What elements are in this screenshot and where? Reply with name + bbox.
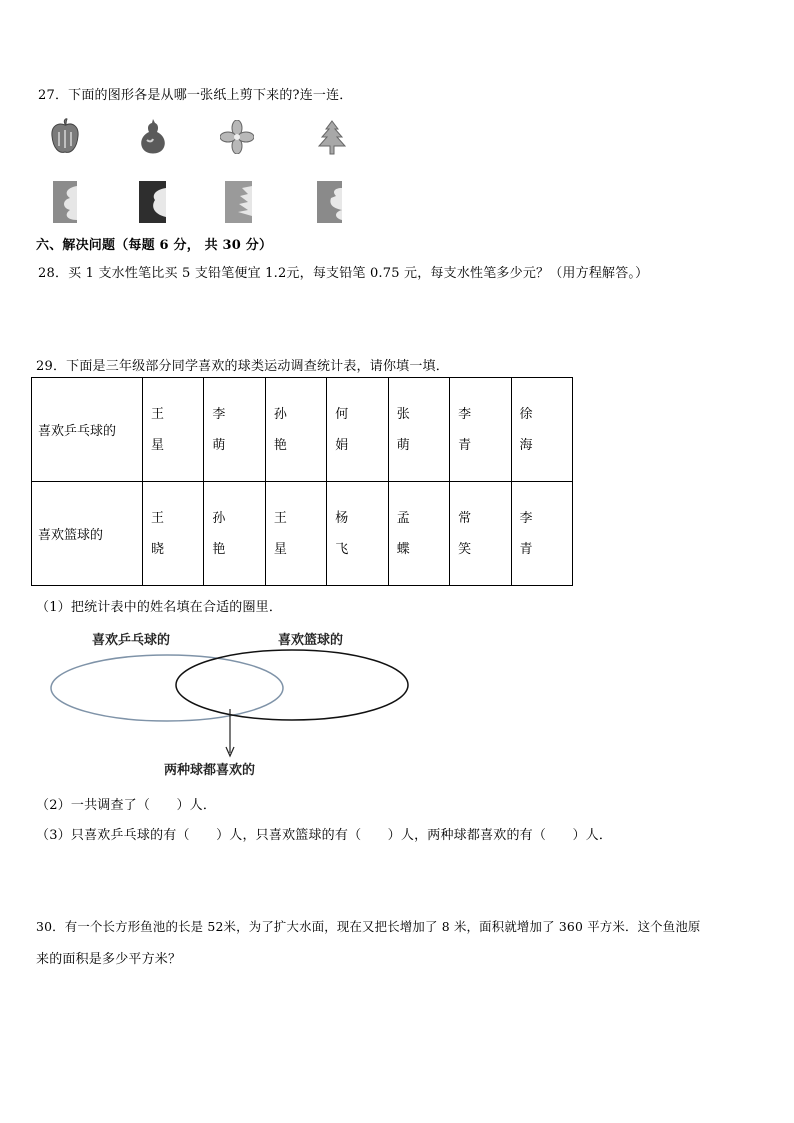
name-cell: 张 萌 xyxy=(388,378,449,482)
name-cell: 王 星 xyxy=(143,378,204,482)
name-cell: 李 萌 xyxy=(204,378,265,482)
folded-paper-3-icon xyxy=(224,180,254,224)
name-cell: 何 娟 xyxy=(327,378,388,482)
name-cell: 孙 艳 xyxy=(265,378,326,482)
table-row xyxy=(32,378,573,482)
q30-line1: 30．有一个长方形鱼池的长是 52米，为了扩大水面，现在又把长增加了 8 米，面积就增加了 360 平方米．这个鱼池原 xyxy=(36,919,701,934)
folded-paper-1-icon xyxy=(52,180,80,224)
q29-sub1: （1）把统计表中的姓名填在合适的圈里． xyxy=(36,600,283,615)
q29-sub3: （3）只喜欢乒乓球的有（ ）人，只喜欢篮球的有（ ）人，两种球都喜欢的有（ ）人． xyxy=(36,828,613,843)
q30-line2: 来的面积是多少平方米？ xyxy=(36,952,182,967)
name-cell: 常 笑 xyxy=(450,482,511,586)
table-row xyxy=(32,482,573,586)
gourd-shape-icon xyxy=(138,118,168,156)
name-cell: 徐 海 xyxy=(511,378,572,482)
folded-paper-2-icon xyxy=(138,180,168,224)
folded-paper-4-icon xyxy=(316,180,344,224)
apple-shape-icon xyxy=(50,118,80,156)
q29-text: 29．下面是三年级部分同学喜欢的球类运动调查统计表，请你填一填． xyxy=(36,359,449,374)
venn-right-label: 喜欢篮球的 xyxy=(278,633,344,648)
name-cell: 杨 飞 xyxy=(327,482,388,586)
q27-text: 27．下面的图形各是从哪一张纸上剪下来的?连一连． xyxy=(38,88,353,103)
section6-title: 六、解决问题（每题 6 分， 共 30 分） xyxy=(36,238,273,253)
name-cell: 孙 艳 xyxy=(204,482,265,586)
name-cell: 李 青 xyxy=(450,378,511,482)
name-cell: 王 晓 xyxy=(143,482,204,586)
q29-sub2: （2）一共调查了（ ）人． xyxy=(36,798,217,813)
row-label-pingpong: 喜欢乒乓球的 xyxy=(32,378,143,482)
name-cell: 李 青 xyxy=(511,482,572,586)
venn-left-label: 喜欢乒乓球的 xyxy=(92,633,171,648)
q28-text: 28．买 1 支水性笔比买 5 支铅笔便宜 1.2元，每支铅笔 0.75 元，每支水性笔多少元？（用方程解答。） xyxy=(38,266,649,281)
row-label-basketball: 喜欢篮球的 xyxy=(32,482,143,586)
name-cell: 王 星 xyxy=(265,482,326,586)
venn-bottom-label: 两种球都喜欢的 xyxy=(164,763,256,778)
tree-shape-icon xyxy=(316,120,348,156)
name-cell: 孟 蝶 xyxy=(388,482,449,586)
survey-table xyxy=(31,377,573,586)
venn-diagram xyxy=(40,645,420,763)
flower-shape-icon xyxy=(220,120,254,154)
